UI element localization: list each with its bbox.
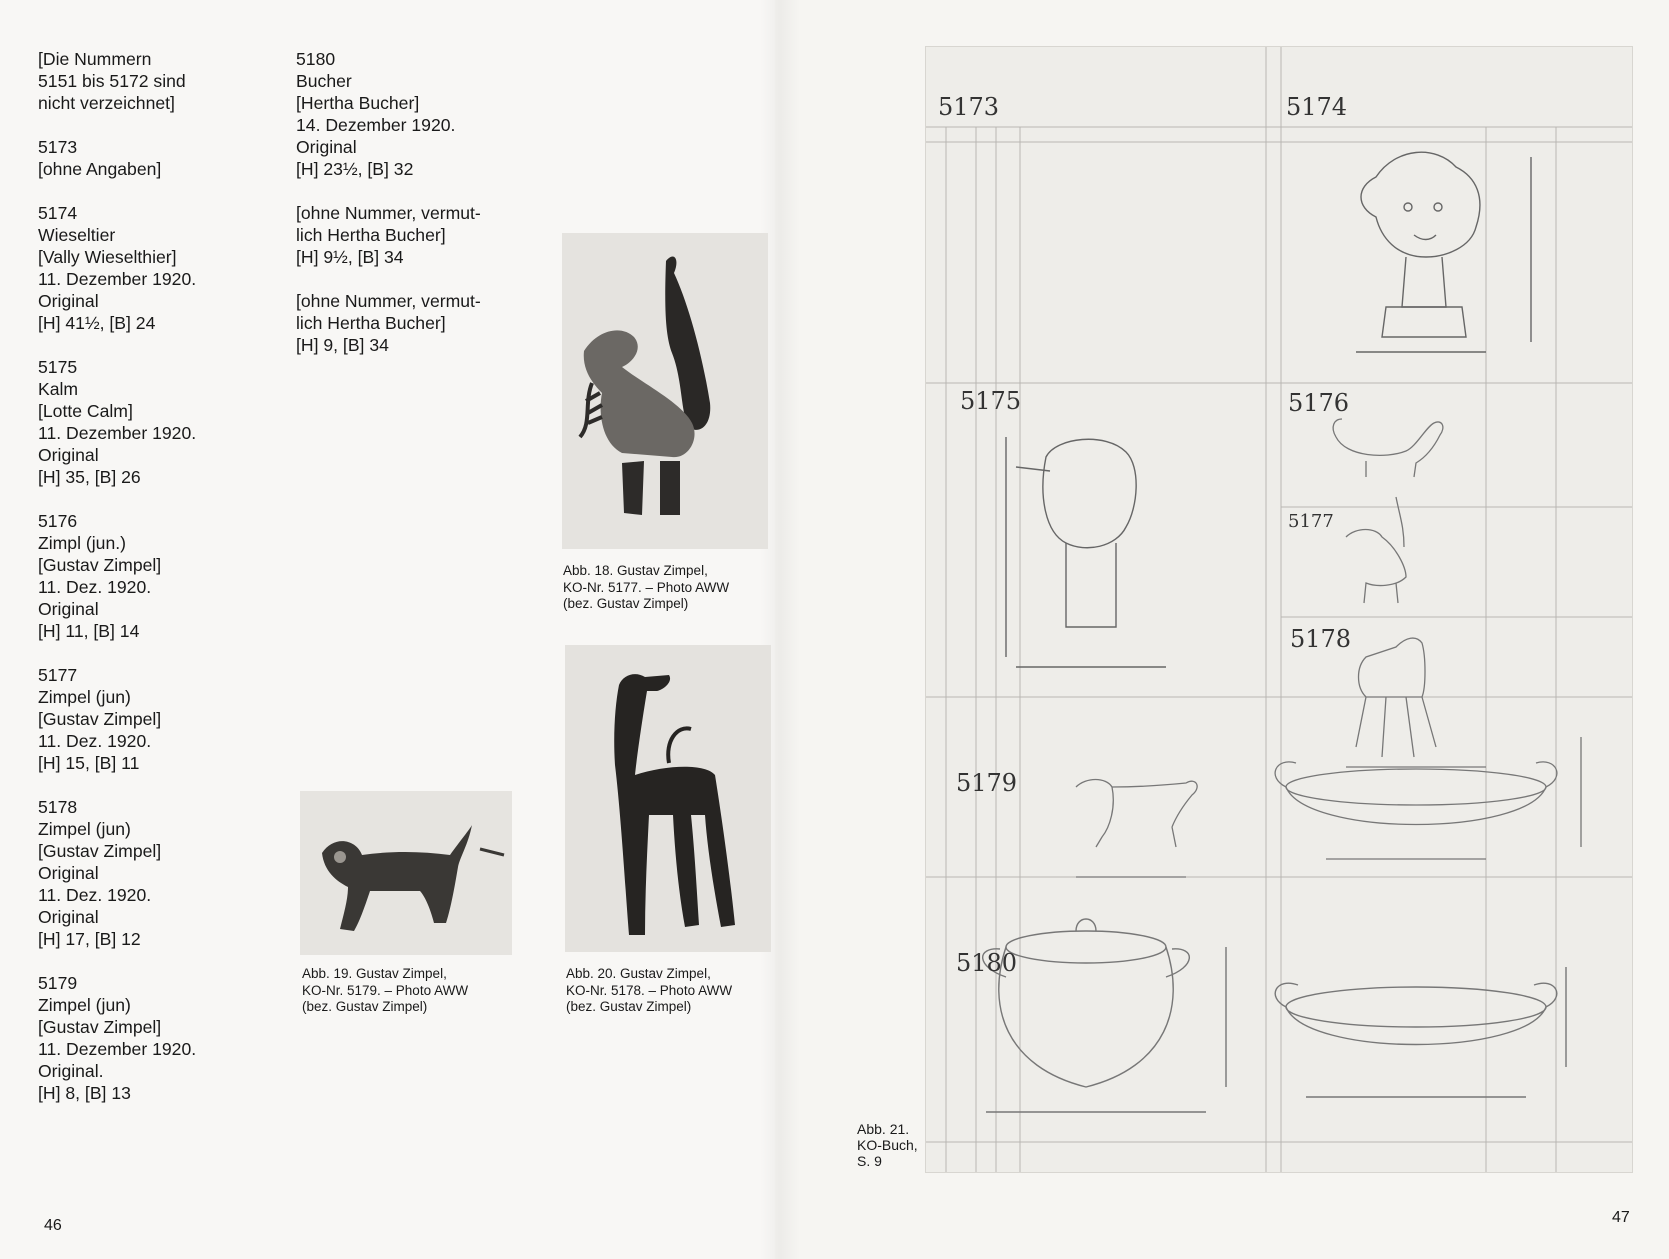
caption-line: KO-Nr. 5178. – Photo AWW xyxy=(566,982,733,998)
entry-line: 5178 xyxy=(38,797,78,817)
entry-line: lich Hertha Bucher] xyxy=(296,313,446,333)
entry-line: 11. Dezember 1920. xyxy=(38,1039,197,1059)
entry-line: [H] 17, [B] 12 xyxy=(38,929,141,949)
page-number-left: 46 xyxy=(44,1217,62,1234)
entry-line: [ohne Nummer, vermut- xyxy=(296,203,481,223)
entry-line: [H] 35, [B] 26 xyxy=(38,467,141,487)
ledger-sketch-abb21 xyxy=(925,46,1633,1173)
text-column-2 xyxy=(296,48,536,378)
entry-line: 11. Dez. 1920. xyxy=(38,885,152,905)
entry-line: [ohne Angaben] xyxy=(38,159,162,179)
ledger-number-5176: 5176 xyxy=(1288,389,1350,417)
entry-line: 5175 xyxy=(38,357,78,377)
catalog-entry xyxy=(296,290,536,356)
ledger-number-5173: 5173 xyxy=(938,93,1000,121)
catalog-entry xyxy=(38,48,278,114)
ledger-number-5177: 5177 xyxy=(1288,511,1334,532)
entry-line: 5176 xyxy=(38,511,78,531)
entry-line: 14. Dezember 1920. xyxy=(296,115,456,135)
entry-line: Original xyxy=(38,863,99,883)
entry-line: Bucher xyxy=(296,71,352,91)
entry-line: Original xyxy=(38,291,99,311)
entry-line: [Die Nummern xyxy=(38,49,152,69)
gutter xyxy=(760,0,800,1259)
entry-line: [ohne Nummer, vermut- xyxy=(296,291,481,311)
catalog-entry xyxy=(38,136,278,180)
entry-line: [Vally Wieselthier] xyxy=(38,247,177,267)
ledger-number-5174: 5174 xyxy=(1286,93,1348,121)
entry-line: Zimpel (jun) xyxy=(38,819,131,839)
entry-line: 5151 bis 5172 sind xyxy=(38,71,186,91)
caption-line: Abb. 20. Gustav Zimpel, xyxy=(566,966,711,981)
text-column-1 xyxy=(38,48,278,1126)
entry-line: Original xyxy=(296,137,357,157)
caption-line: (bez. Gustav Zimpel) xyxy=(566,999,692,1014)
entry-line: lich Hertha Bucher] xyxy=(296,225,446,245)
entry-line: [H] 23½, [B] 32 xyxy=(296,159,414,179)
entry-line: [H] 41½, [B] 24 xyxy=(38,313,156,333)
catalog-entry xyxy=(38,796,278,950)
caption-line: KO-Nr. 5177. – Photo AWW xyxy=(563,579,730,595)
caption-line: KO-Nr. 5179. – Photo AWW xyxy=(302,982,469,998)
entry-line: [Hertha Bucher] xyxy=(296,93,420,113)
caption-abb19 xyxy=(302,966,468,1016)
ledger-number-5179: 5179 xyxy=(956,769,1018,797)
entry-line: [Gustav Zimpel] xyxy=(38,555,162,575)
entry-line: 11. Dez. 1920. xyxy=(38,577,152,597)
entry-line: [H] 11, [B] 14 xyxy=(38,621,140,641)
entry-line: Kalm xyxy=(38,379,79,399)
ledger-number-5175: 5175 xyxy=(960,387,1022,415)
entry-line: 5173 xyxy=(38,137,78,157)
entry-line: [Lotte Calm] xyxy=(38,401,133,421)
entry-line: 5180 xyxy=(296,49,336,69)
entry-line: [H] 8, [B] 13 xyxy=(38,1083,131,1103)
entry-line: [H] 9½, [B] 34 xyxy=(296,247,404,267)
entry-line: Zimpl (jun.) xyxy=(38,533,126,553)
entry-line: 5174 xyxy=(38,203,78,223)
entry-line: 5179 xyxy=(38,973,78,993)
caption-line: Abb. 18. Gustav Zimpel, xyxy=(563,563,708,578)
catalog-entry xyxy=(38,972,278,1104)
entry-line: Wieseltier xyxy=(38,225,116,245)
caption-line: KO-Buch, xyxy=(857,1137,918,1153)
entry-line: 11. Dez. 1920. xyxy=(38,731,152,751)
catalog-entry xyxy=(38,202,278,334)
caption-abb20 xyxy=(566,966,732,1016)
caption-abb18 xyxy=(563,563,729,613)
caption-line: (bez. Gustav Zimpel) xyxy=(563,596,689,611)
entry-line: Original. xyxy=(38,1061,104,1081)
caption-line: Abb. 21. xyxy=(857,1121,910,1137)
ledger-number-5178: 5178 xyxy=(1290,625,1352,653)
photo-abb18 xyxy=(562,233,768,549)
entry-line: Original xyxy=(38,907,99,927)
entry-line: Original xyxy=(38,445,99,465)
entry-line: [Gustav Zimpel] xyxy=(38,709,162,729)
catalog-entry xyxy=(38,664,278,774)
caption-line: (bez. Gustav Zimpel) xyxy=(302,999,428,1014)
entry-line: 11. Dezember 1920. xyxy=(38,423,197,443)
entry-line: 5177 xyxy=(38,665,78,685)
catalog-entry xyxy=(296,202,536,268)
photo-abb19 xyxy=(300,791,512,955)
caption-line: S. 9 xyxy=(857,1153,882,1169)
entry-line: Original xyxy=(38,599,99,619)
page-number-right: 47 xyxy=(1612,1209,1630,1226)
entry-line: [Gustav Zimpel] xyxy=(38,1017,162,1037)
entry-line: Zimpel (jun) xyxy=(38,995,131,1015)
entry-line: nicht verzeichnet] xyxy=(38,93,175,113)
catalog-entry xyxy=(296,48,536,180)
caption-abb21 xyxy=(857,1121,918,1169)
ledger-number-5180: 5180 xyxy=(956,949,1018,977)
catalog-entry xyxy=(38,510,278,642)
caption-line: Abb. 19. Gustav Zimpel, xyxy=(302,966,447,981)
catalog-entry xyxy=(38,356,278,488)
entry-line: [Gustav Zimpel] xyxy=(38,841,162,861)
entry-line: Zimpel (jun) xyxy=(38,687,131,707)
entry-line: [H] 9, [B] 34 xyxy=(296,335,389,355)
entry-line: 11. Dezember 1920. xyxy=(38,269,197,289)
entry-line: [H] 15, [B] 11 xyxy=(38,753,140,773)
photo-abb20 xyxy=(565,645,771,952)
